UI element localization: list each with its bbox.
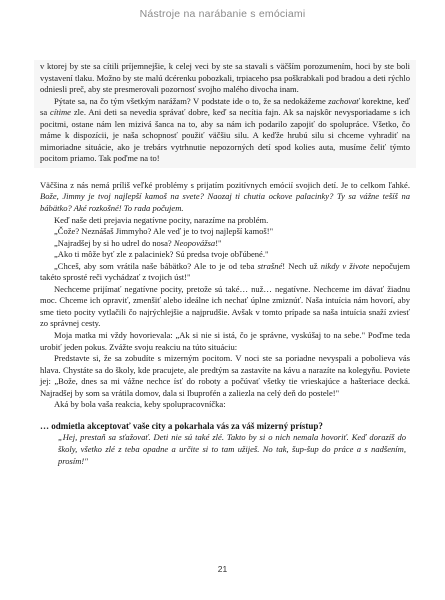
paragraph: Väčšina z nás nemá príliš veľké problémy s prijatím pozitívnych emócií svojich detí. Je to celkom ľahké. Bože, Jimmy je tvoj najlepší kamoš na svete? Naozaj ti chutia ockove palacinky? Ty sa vážne tešíš na bábätko? Aké rozkošné! To rada počujem.	[40, 179, 410, 214]
paragraph: Keď naše deti prejavia negatívne pocity, narazíme na problém.	[54, 214, 269, 225]
dialogue-line: „Ako ti môže byť zle z palaciniek? Sú predsa tvoje obľúbené."	[54, 249, 269, 260]
running-header: Nástroje na narábanie s emóciami	[139, 8, 306, 20]
paragraph: v ktorej by ste sa cítili príjemnejšie, k celej veci by ste sa stavali s väčším porozumením, hoci by ste boli vystavení tlaku. Možno by ste malú dcérenku pobozkali, trpiaceho psa poškrabkali pod bradou a deti rýchlo odniesli preč, aby ste presmerovali pozornosť svojho malého divocha inam.	[40, 61, 410, 95]
page-body	[40, 60, 410, 467]
paragraph: Pýtate sa, na čo tým všetkým narážam? V podstate ide o to, že sa nedokážeme zachovať korektne, keď sa cítime zle. Ani deti sa nevedia správať dobre, keď sa necítia fajn. Ak sa najskôr nevysporiadame s ich pocitmi, ostane nám len mizivá šanca na to, aby sa nám ich podarilo zapojiť do spolupráce. Všetko, čo máme k dispozícii, je naša schopnosť použiť väčšiu silu. A keďže hrubú silu si chceme vyhradiť na mimoriadne situácie, ako je trebárs vytrhnutie nepozorných detí spod kolies auta, musíme čeliť týmto pocitom priamo. Tak poďme na to!	[40, 95, 411, 164]
section-heading: … odmietla akceptovať vaše city a pokarhala vás za váš mizerný prístup?	[40, 420, 323, 431]
dialogue-line: „Chceš, aby som vrátila naše bábätko? Ale to je od teba strašné! Nech už nikdy v živote nepočujem takéto sprosté reči vychádzať z tvojich úst!"	[40, 260, 410, 283]
shaded-block	[34, 60, 416, 168]
dialogue-line: „Čože? Neznášaš Jimmyho? Ale veď je to tvoj najlepší kamoš!"	[54, 226, 274, 237]
paragraph: Nechceme prijímať negatívne pocity, pretože sú také… nuž… negatívne. Nechceme im dávať žiadnu moc. Chceme ich opraviť, zmenšiť alebo ideálne ich nechať úplne zmiznúť. Naša intuícia nám hovorí, aby sme tieto pocity vytlačili čo najrýchlejšie a najprudšie. Avšak v tomto prípade sa naša intuícia snaží zviesť zo správnej cesty.	[40, 283, 410, 329]
page-number: 21	[217, 564, 228, 574]
paragraph: Moja matka mi vždy hovorievala: „Ak si nie si istá, čo je správne, vyskúšaj to na sebe." Poďme teda urobiť jeden pokus. Zvážte svoju reakciu na túto situáciu:	[40, 330, 410, 352]
paragraph: Predstavte si, že sa zobudíte s mizerným pocitom. V noci ste sa poriadne nevyspali a pobolieva vás hlava. Chystáte sa do školy, kde pracujete, ale predtým sa zastavíte na kávu a narazíte na kolegyňu. Poviete jej: „Bože, dnes sa mi vážne nechce ísť do roboty a počúvať všetky tie vrieskajúce a hašteriace decká. Najradšej by som sa vrátila domov, dala si Ibuprofén a zaliezla na celý deň do postele!"	[40, 353, 410, 398]
paragraph: Aká by bola vaša reakcia, keby spolupracovníčka:	[54, 399, 226, 410]
quote: „Hej, prestaň sa sťažovať. Deti nie sú také zlé. Takto by si o nich nemala hovoriť. Keď dorazíš do školy, všetko zlé z teba opadne a určite si to tam užiješ. No tak, šup-šup do práce a s nadšením, prosím!"	[58, 432, 406, 466]
dialogue-line: „Najradšej by si ho udrel do nosa? Neopovážsa!"	[54, 237, 222, 248]
